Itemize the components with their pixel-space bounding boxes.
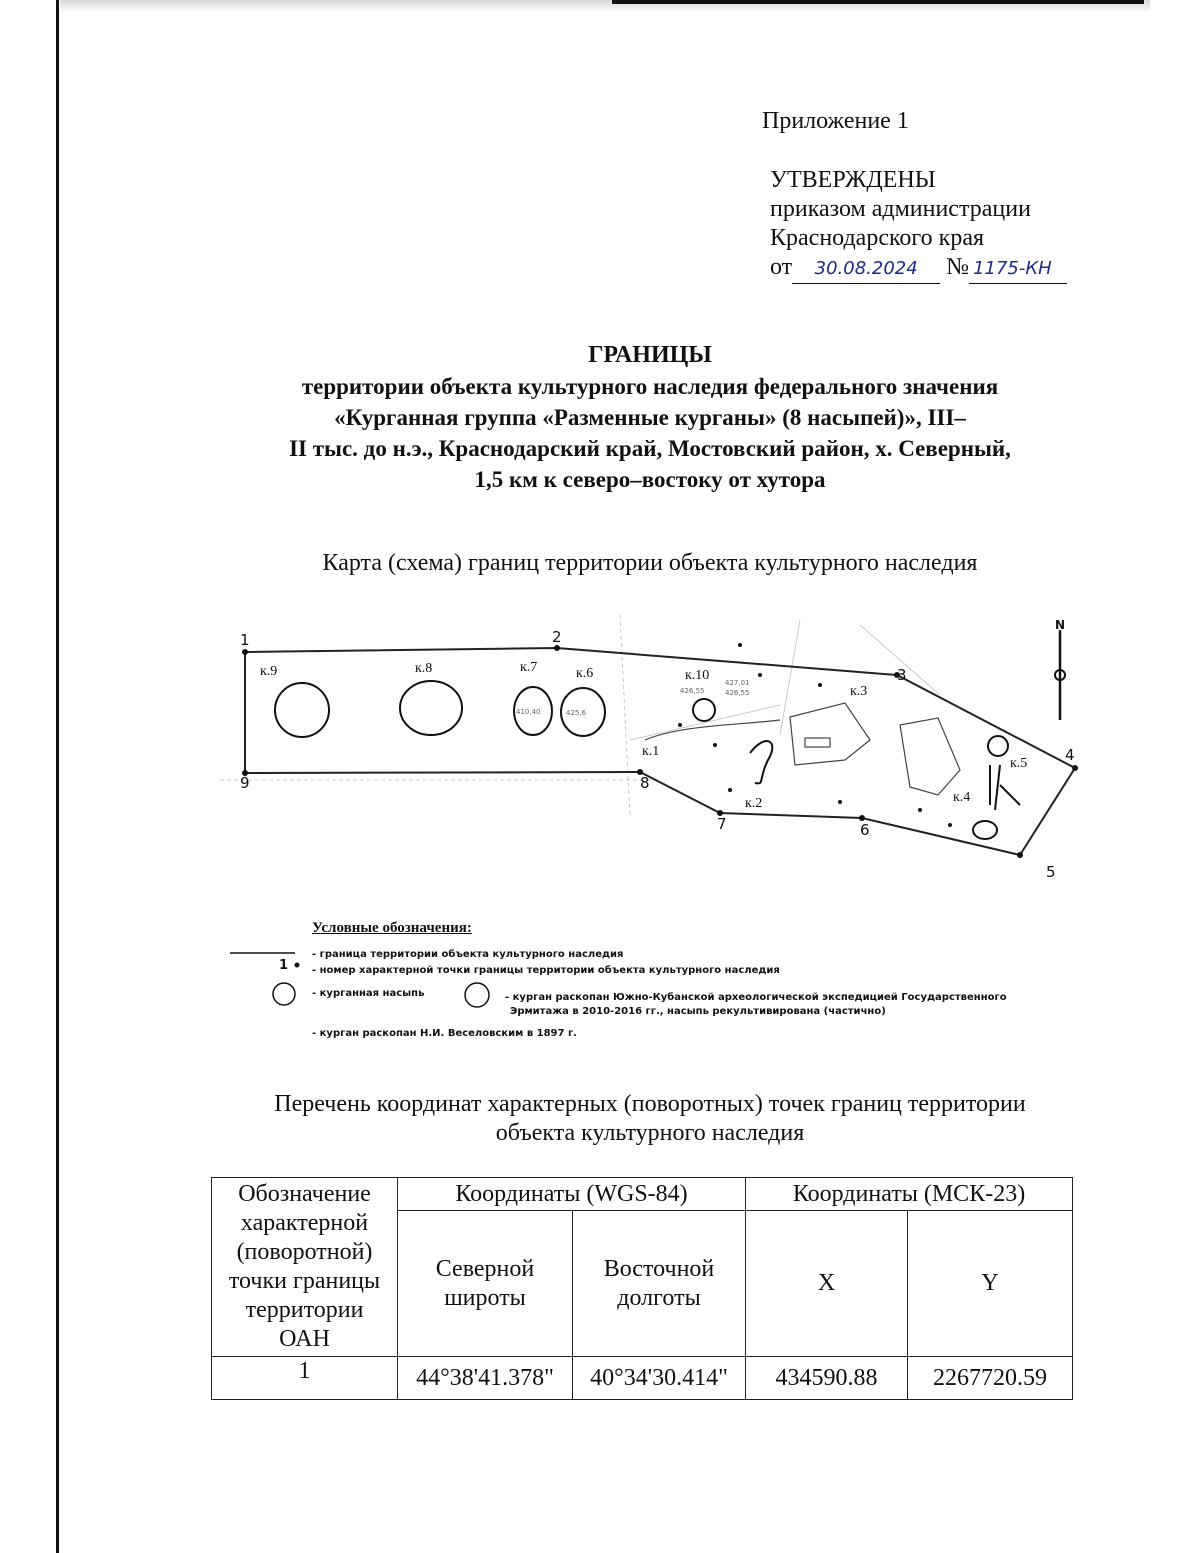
- map-legend: [220, 918, 1100, 1048]
- header-point-line-5: территории: [245, 1297, 364, 1323]
- table-row: [212, 1357, 1073, 1400]
- legend-veselovsky: - курган раскопан Н.И. Веселовским в 1897 г.: [312, 1028, 577, 1039]
- north-arrow: [1055, 618, 1065, 720]
- mound-symbols: [275, 681, 1020, 839]
- header-msk23: Координаты (МСК-23): [746, 1178, 1073, 1211]
- header-point-line-3: (поворотной): [236, 1239, 373, 1265]
- heading-line-3: «Курганная группа «Разменные курганы» (8 насыпей)», III–: [334, 405, 966, 430]
- mound-label-k3: к.3: [850, 684, 868, 699]
- approval-number-field: [969, 253, 1067, 284]
- legend-excavated-2: Эрмитажа в 2010-2016 гг., насыпь рекультивирована (частично): [510, 1006, 886, 1017]
- mound-label-k8: к.8: [415, 661, 433, 676]
- point-label-7: 7: [717, 815, 727, 833]
- mound-label-k9: к.9: [260, 664, 278, 679]
- table-header-row-1: [212, 1178, 1073, 1211]
- scan-left-edge: [0, 0, 59, 1553]
- header-point: [212, 1178, 398, 1357]
- header-y: Y: [908, 1211, 1073, 1357]
- map-title: Карта (схема) границ территории объекта культурного наследия: [322, 550, 978, 576]
- elevation-label-3: 426,55: [680, 687, 705, 695]
- boundary-point-markers: [242, 643, 1078, 858]
- mound-k2-shape: [750, 741, 772, 783]
- excavation-outlines: [645, 703, 960, 795]
- approval-from: от: [770, 254, 793, 280]
- legend-point-symbol: 1: [279, 958, 289, 973]
- list-title-line-2: объекта культурного наследия: [495, 1120, 805, 1146]
- cell-y: 2267720.59: [908, 1357, 1073, 1400]
- mound-k5: [988, 736, 1008, 756]
- legend-title: Условные обозначения:: [312, 920, 472, 936]
- approval-date-line: [770, 253, 1067, 284]
- header-longitude-line-2: долготы: [617, 1284, 701, 1311]
- header-latitude: [398, 1211, 573, 1357]
- legend-point: - номер характерной точки границы территории объекта культурного наследия: [312, 965, 780, 976]
- heading-line-2: территории объекта культурного наследия федерального значения: [301, 374, 999, 399]
- heading-line-4: II тыс. до н.э., Краснодарский край, Мостовский район, х. Северный,: [289, 436, 1011, 461]
- legend-excavated: - курган раскопан Южно-Кубанской археологической экспедицией Государственного: [505, 992, 1007, 1003]
- header-wgs84: Координаты (WGS-84): [398, 1178, 746, 1211]
- approval-date-field: [792, 253, 940, 284]
- point-label-5: 5: [1046, 863, 1056, 881]
- heading-line-1: ГРАНИЦЫ: [588, 342, 712, 368]
- cell-longitude: 40°34'30.414": [573, 1357, 746, 1400]
- header-latitude-line-2: широты: [444, 1284, 526, 1311]
- elevation-label-2: 425,6: [566, 709, 587, 717]
- north-arrow-label: N: [1055, 618, 1066, 632]
- mound-label-k2: к.2: [745, 796, 763, 811]
- point-label-9: 9: [240, 774, 250, 792]
- scan-top-edge: [612, 0, 1144, 4]
- mound-label-k10: к.10: [685, 668, 710, 683]
- mound-label-k7: к.7: [520, 660, 538, 675]
- cell-point: 1: [212, 1357, 398, 1400]
- approval-date: 30.08.2024: [814, 258, 918, 279]
- legend-boundary: - граница территории объекта культурного наследия: [312, 949, 624, 960]
- coordinates-table: [211, 1177, 1073, 1400]
- approval-number-label: №: [946, 254, 970, 280]
- list-title-line-1: Перечень координат характерных (поворотных) точек границ территории: [274, 1091, 1026, 1117]
- mound-k1-excavated: [973, 821, 997, 839]
- coordinates-list-title: [100, 1090, 1200, 1148]
- document-heading: [120, 340, 1180, 495]
- header-point-line-2: характерной: [240, 1210, 369, 1236]
- header-latitude-line-1: Северной: [435, 1255, 535, 1282]
- elevation-label-1: 410,40: [516, 708, 541, 716]
- cell-latitude: 44°38'41.378": [398, 1357, 573, 1400]
- point-label-4: 4: [1065, 746, 1075, 764]
- mound-k9: [275, 683, 329, 737]
- mound-label-k4: к.4: [953, 790, 971, 805]
- mound-label-k1: к.1: [642, 744, 660, 759]
- cell-x: 434590.88: [746, 1357, 908, 1400]
- approval-block: [770, 166, 1067, 284]
- approval-line-1: приказом администрации: [770, 196, 1031, 222]
- header-point-line-4: точки границы: [228, 1268, 381, 1294]
- elevation-label-5: 426,55: [725, 689, 750, 697]
- elevation-label-4: 427,01: [725, 679, 750, 687]
- heading-line-5: 1,5 км к северо–востоку от хутора: [474, 467, 826, 492]
- approval-line-2: Краснодарского края: [770, 225, 985, 251]
- boundary-map: [220, 615, 1100, 885]
- point-label-6: 6: [860, 821, 870, 839]
- header-x: X: [746, 1211, 908, 1357]
- header-point-line-1: Обозначение: [238, 1181, 371, 1207]
- mound-k10: [693, 699, 715, 721]
- mound-label-k5: к.5: [1010, 756, 1028, 771]
- header-longitude: [573, 1211, 746, 1357]
- point-label-3: 3: [897, 666, 907, 684]
- header-longitude-line-1: Восточной: [603, 1255, 715, 1282]
- appendix-label: Приложение 1: [762, 108, 909, 134]
- approval-title: УТВЕРЖДЕНЫ: [770, 167, 936, 193]
- mound-label-k6: к.6: [576, 666, 594, 681]
- mound-k8: [400, 681, 462, 735]
- header-point-line-6: ОАН: [279, 1326, 330, 1352]
- approval-number: 1175-КН: [973, 258, 1052, 279]
- point-label-8: 8: [640, 774, 650, 792]
- point-label-1: 1: [240, 631, 250, 649]
- legend-mound: - курганная насыпь: [312, 988, 425, 999]
- mound-k5-trench: [990, 765, 1020, 810]
- point-label-2: 2: [552, 628, 562, 646]
